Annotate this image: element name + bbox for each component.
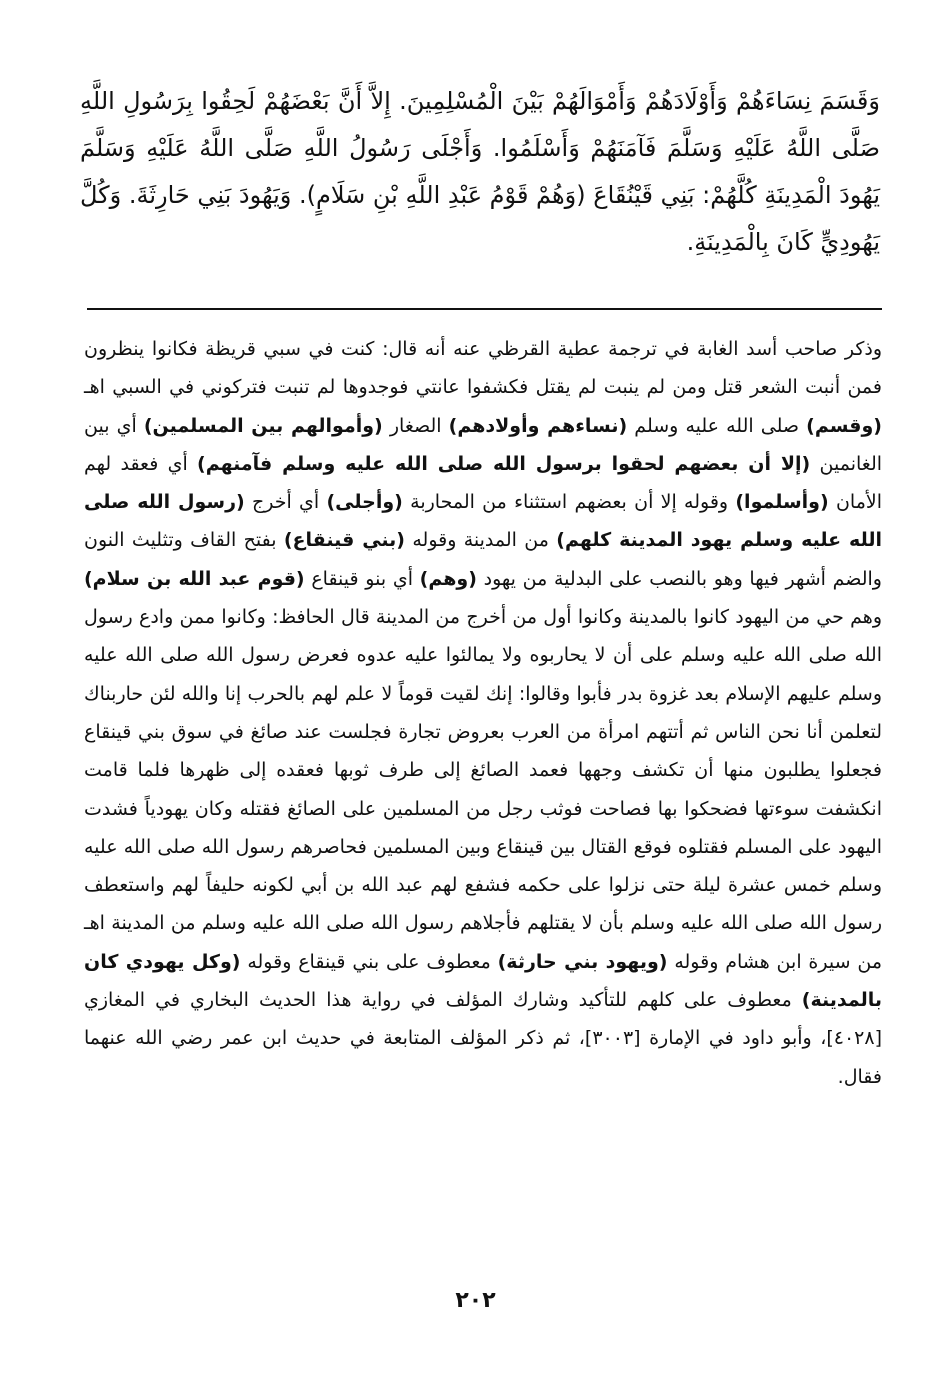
quoted-fragment: (وكل يهودي كان بالمدينة) xyxy=(84,950,882,1012)
commentary-segment: وذكر صاحب أسد الغابة في ترجمة عطية القرظي عنه أنه قال: كنت في سبي قريظة فكانوا ينظرون فمن أنبت الشعر قتل ومن لم ينبت لم يقتل فكشفوا عانتي فوجدوها لم تنبت فتركوني في السبي اهـ xyxy=(84,338,882,399)
commentary-segment: بفتح القاف وتثليث النون والضم أشهر فيها وهو بالنصب على البدلية من يهود xyxy=(84,529,882,590)
commentary-segment: معطوف على كلهم للتأكيد وشارك المؤلف في رواية هذا الحديث البخاري في المغازي [٤٠٢٨]، وأبو داود في الإمارة [٣٠٠٣]، ثم ذكر المؤلف المتابعة في حديث ابن عمر رضي الله عنهما فقال. xyxy=(84,989,882,1088)
commentary-segment: أي بنو قينقاع xyxy=(304,567,420,590)
quoted-fragment: (إلا أن بعضهم لحقوا برسول الله صلى الله عليه وسلم فآمنهم) xyxy=(197,452,811,475)
quoted-fragment: (وأجلى) xyxy=(326,491,403,514)
commentary-text xyxy=(84,330,882,1096)
footnote-divider xyxy=(87,308,882,310)
quoted-fragment: (وهم) xyxy=(419,567,477,590)
commentary-segment: الصغار xyxy=(382,414,449,437)
commentary-segment: وقوله إلا أن بعضهم استثناء من المحاربة xyxy=(402,491,736,514)
commentary-segment: أي أخرج xyxy=(244,491,327,514)
commentary-segment: وهم حي من اليهود كانوا بالمدينة وكانوا أول من أخرج من المدينة قال الحافظ: وكانوا ممن وادع رسول الله صلى الله عليه وسلم على أن لا يحاربوه ولا يمالئوا عليه عدوه فعرض رسول الله صلى الله عليه وسلم عليهم الإسلام بعد غزوة بدر فأبوا وقالوا: إنك لقيت قوماً لا علم لهم بالحرب إنا والله لئن حاربناك لتعلمن أنا نحن الناس ثم أتتهم امرأة من العرب بعروض تجارة فجلست عند صائغ في سوق بني قينقاع فجعلوا يطلبون منها أن تكشف وجهها فعمد الصائغ إلى طرف ثوبها فعقده إلى ظهرها فلما قامت انكشفت سوءتها فضحكوا بها فصاحت فوثب رجل من المسلمين على الصائغ فقتله وكان يهودياً فشدت اليهود على المسلم فقتلوه فوقع القتال بين قينقاع وبين المسلمين فحاصرهم رسول الله صلى الله عليه وسلم خمس عشرة ليلة حتى نزلوا على حكمه فشفع لهم عبد الله بن أبي لكونه حليفاً لهم واستعطف رسول الله صلى الله عليه وسلم بأن لا يقتلهم فأجلاهم رسول الله صلى الله عليه وسلم من المدينة اهـ من سيرة ابن هشام وقوله xyxy=(84,606,882,973)
hadith-text: وَقَسَمَ نِسَاءَهُمْ وَأَوْلَادَهُمْ وَأَمْوَالَهُمْ بَيْنَ الْمُسْلِمِينَ. إِلاَّ أَنَّ بَعْضَهُمْ لَحِقُوا بِرَسُولِ اللَّهِ صَلَّى اللَّهُ عَلَيْهِ وَسَلَّمَ فَآمَنَهُمْ وَأَسْلَمُوا. وَأَجْلَى رَسُولُ اللَّهِ صَلَّى اللَّهُ عَلَيْهِ وَسَلَّمَ يَهُودَ الْمَدِينَةِ كُلَّهُمْ: بَنِي قَيْنُقَاعَ (وَهُمْ قَوْمُ عَبْدِ اللَّهِ بْنِ سَلَامٍ). وَيَهُودَ بَنِي حَارِثَةَ. وَكُلَّ يَهُودِيٍّ كَانَ بِالْمَدِينَةِ. xyxy=(80,87,880,256)
commentary-segment: أي فعقد لهم الأمان xyxy=(84,452,882,514)
quoted-fragment: (قوم عبد الله بن سلام) xyxy=(84,567,305,590)
quoted-fragment: (وقسم) xyxy=(806,414,882,437)
quoted-fragment: (رسول الله صلى الله عليه وسلم يهود المدينة كلهم) xyxy=(84,491,882,552)
commentary-segment: أي بين الغانمين xyxy=(84,414,883,475)
quoted-fragment: (وأموالهم بين المسلمين) xyxy=(143,414,383,437)
commentary-segment: صلى الله عليه وسلم xyxy=(627,414,807,437)
quoted-fragment: (نساءهم وأولادهم) xyxy=(448,414,628,437)
quoted-fragment: (ويهود بني حارثة) xyxy=(497,950,668,973)
commentary-segment: معطوف على بني قينقاع وقوله xyxy=(240,950,498,973)
page-number: ٢٠٢ xyxy=(455,1288,496,1313)
quoted-fragment: (بني قينقاع) xyxy=(283,529,405,552)
commentary-segment: من المدينة وقوله xyxy=(405,529,557,552)
quoted-fragment: (وأسلموا) xyxy=(735,491,829,514)
